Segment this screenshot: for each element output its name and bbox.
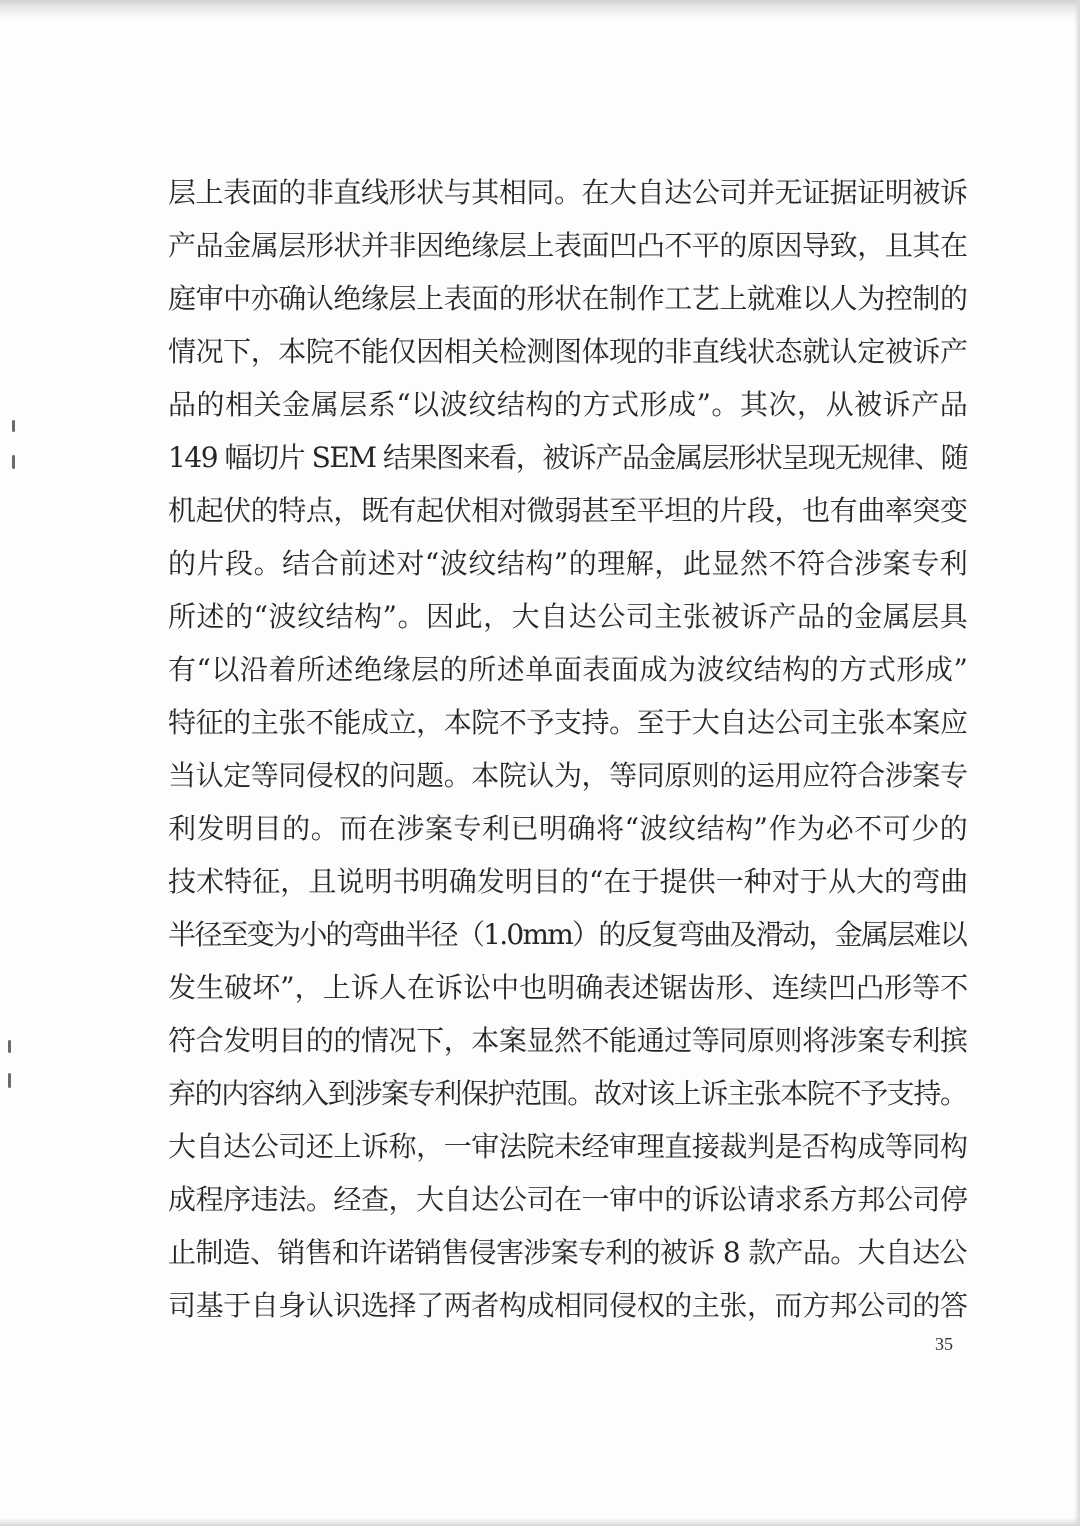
text-line: 半径至变为小的弯曲半径（1.0mm）的反复弯曲及滑动，金属层难以	[168, 918, 966, 951]
text-line: 利发明目的。而在涉案专利已明确将“波纹结构”作为必不可少的	[168, 812, 969, 845]
text-line: 特征的主张不能成立，本院不予支持。至于大自达公司主张本案应	[168, 706, 968, 739]
binding-hole-mark	[12, 455, 15, 469]
binding-hole-mark	[8, 1073, 11, 1088]
text-line: 庭审中亦确认绝缘层上表面的形状在制作工艺上就难以人为控制的	[168, 282, 968, 315]
text-line: 产品金属层形状并非因绝缘层上表面凹凸不平的原因导致，且其在	[168, 229, 968, 262]
binding-hole-mark	[12, 420, 15, 432]
text-line: 技术特征，且说明书明确发明目的“在于提供一种对于从大的弯曲	[168, 865, 969, 898]
text-line: 大自达公司还上诉称，一审法院未经审理直接裁判是否构成等同构	[168, 1130, 968, 1163]
binding-hole-mark	[8, 1040, 11, 1053]
text-line: 成程序违法。经查，大自达公司在一审中的诉讼请求系方邦公司停	[168, 1183, 968, 1216]
page-number: 35	[935, 1334, 953, 1354]
text-line: 弃的内容纳入到涉案专利保护范围。故对该上诉主张本院不予支持。	[168, 1077, 967, 1110]
text-line: 止制造、销售和许诺销售侵害涉案专利的被诉 8 款产品。大自达公	[168, 1236, 967, 1269]
text-line: 层上表面的非直线形状与其相同。在大自达公司并无证据证明被诉	[168, 176, 968, 209]
text-line: 的片段。结合前述对“波纹结构”的理解，此显然不符合涉案专利	[168, 547, 969, 580]
text-line: 机起伏的特点，既有起伏相对微弱甚至平坦的片段，也有曲率突变	[168, 494, 968, 527]
text-line: 当认定等同侵权的问题。本院认为，等同原则的运用应符合涉案专	[168, 759, 968, 792]
scan-shadow-bottom	[0, 1518, 1080, 1526]
text-line: 有“以沿着所述绝缘层的所述单面表面成为波纹结构的方式形成”	[168, 653, 969, 686]
body-text	[168, 166, 968, 1332]
text-line: 149 幅切片 SEM 结果图来看，被诉产品金属层形状呈现无规律、随	[168, 441, 968, 474]
text-line: 发生破坏”，上诉人在诉讼中也明确表述锯齿形、连续凹凸形等不	[168, 971, 969, 1004]
text-line: 品的相关金属层系“以波纹结构的方式形成”。其次，从被诉产品	[168, 388, 969, 421]
text-line: 司基于自身认识选择了两者构成相同侵权的主张，而方邦公司的答	[168, 1289, 968, 1322]
scan-shadow-top	[0, 0, 1080, 22]
scan-shadow-right	[1074, 0, 1080, 1526]
text-line: 所述的“波纹结构”。因此，大自达公司主张被诉产品的金属层具	[168, 600, 969, 633]
text-line: 符合发明目的的情况下，本案显然不能通过等同原则将涉案专利摈	[168, 1024, 968, 1057]
text-line: 情况下，本院不能仅因相关检测图体现的非直线状态就认定被诉产	[168, 335, 968, 368]
